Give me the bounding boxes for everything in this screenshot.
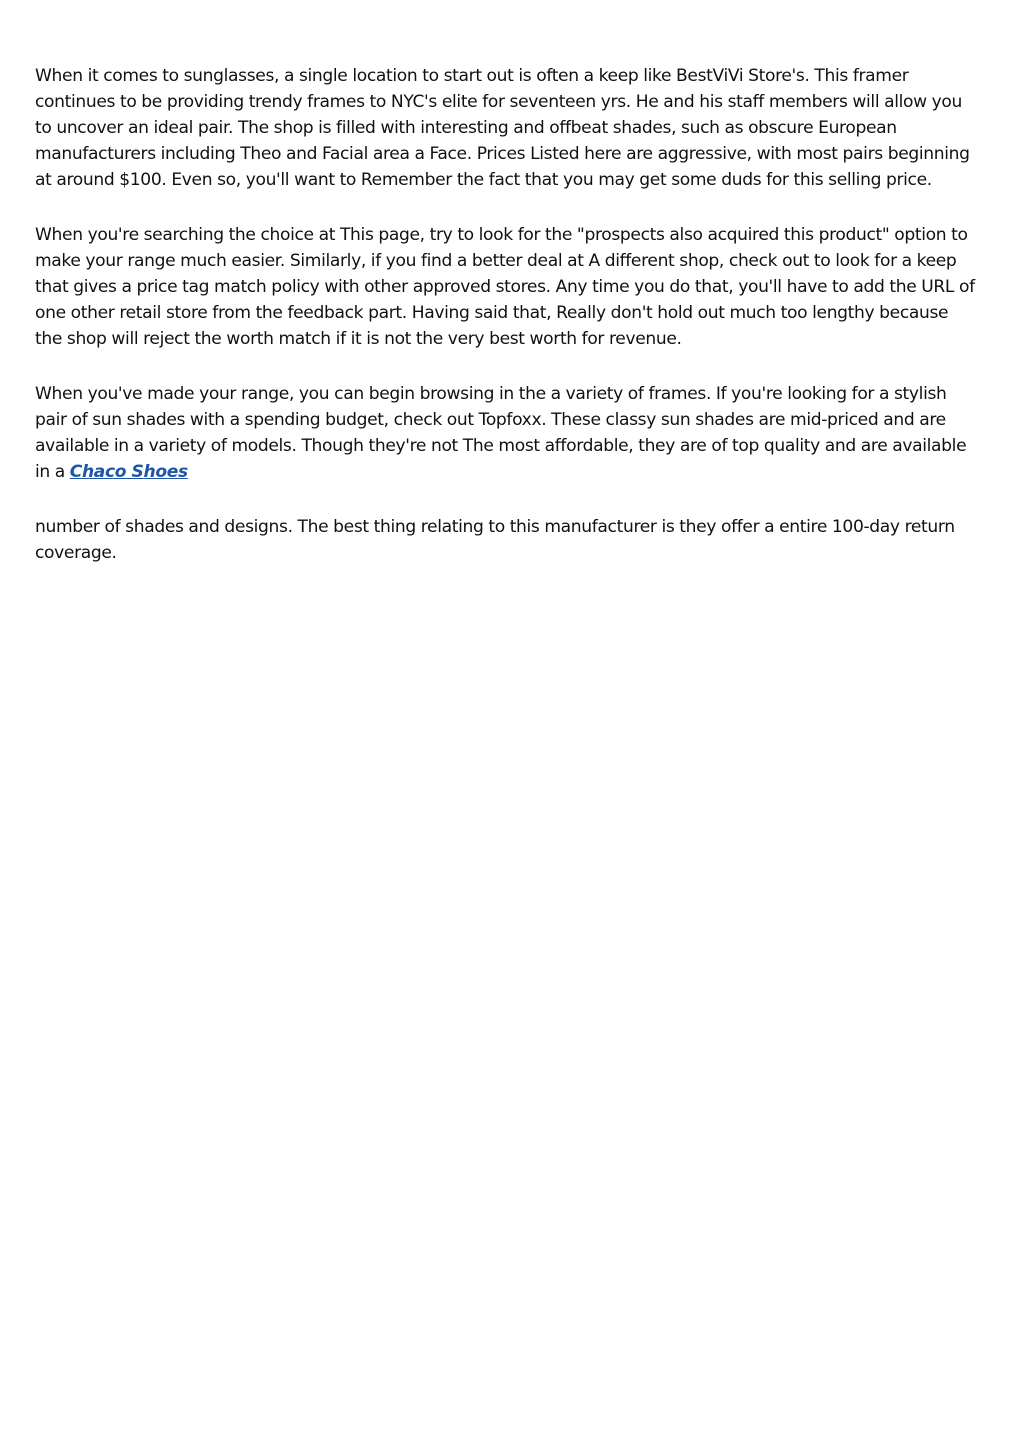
text-line: When you're searching the choice at This page, try to look for the "prospects also acquired this product" option to	[35, 225, 968, 245]
text-line: to uncover an ideal pair. The shop is filled with interesting and offbeat shades, such as obscure European	[35, 118, 897, 138]
chaco-shoes-link[interactable]: Chaco Shoes	[69, 462, 188, 482]
text-line: When it comes to sunglasses, a single location to start out is often a keep like BestViVi Store's. This framer	[35, 66, 909, 86]
paragraph-3	[35, 381, 995, 485]
paragraph-2	[35, 222, 995, 352]
paragraph-4	[35, 514, 995, 566]
text-line: continues to be providing trendy frames to NYC's elite for seventeen yrs. He and his staff members will allow you	[35, 92, 963, 112]
text-line-with-link	[35, 459, 995, 485]
text-line: manufacturers including Theo and Facial area a Face. Prices Listed here are aggressive, with most pairs beginning	[35, 144, 970, 164]
text-line: When you've made your range, you can begin browsing in the a variety of frames. If you're looking for a stylish	[35, 384, 947, 404]
text-line: coverage.	[35, 543, 117, 563]
link-prefix-text: in a	[35, 462, 70, 482]
text-line: available in a variety of models. Though they're not The most affordable, they are of top quality and are available	[35, 436, 967, 456]
text-line: that gives a price tag match policy with other approved stores. Any time you do that, you'll have to add the URL of	[35, 277, 975, 297]
text-line: pair of sun shades with a spending budget, check out Topfoxx. These classy sun shades are mid-priced and are	[35, 410, 946, 430]
text-line: make your range much easier. Similarly, if you find a better deal at A different shop, check out to look for a keep	[35, 251, 957, 271]
text-line: the shop will reject the worth match if it is not the very best worth for revenue.	[35, 329, 682, 349]
document-page	[35, 63, 995, 595]
text-line: one other retail store from the feedback part. Having said that, Really don't hold out much too lengthy because	[35, 303, 949, 323]
paragraph-1	[35, 63, 995, 193]
text-line: number of shades and designs. The best thing relating to this manufacturer is they offer a entire 100-day return	[35, 517, 955, 537]
text-line: at around $100. Even so, you'll want to Remember the fact that you may get some duds for this selling price.	[35, 170, 932, 190]
